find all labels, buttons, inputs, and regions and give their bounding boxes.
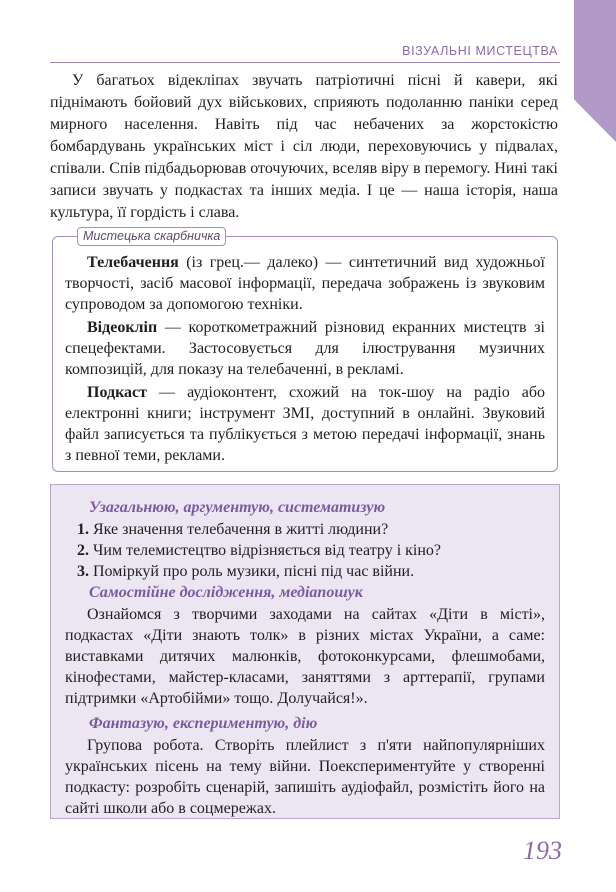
section-title: ВІЗУАЛЬНІ МИСТЕЦТВА (402, 44, 558, 58)
page-number: 193 (523, 836, 562, 865)
definition-term: Відеокліп (87, 319, 158, 336)
treasury-body (65, 252, 545, 468)
question-item (77, 540, 545, 561)
question-number: 3. (77, 563, 89, 580)
section-corner-tab (574, 0, 616, 142)
summary-heading: Узагальнюю, аргументую, систематизую (89, 499, 386, 516)
definition-paragraph (65, 252, 545, 315)
intro-paragraph: У багатьох відекліпах звучать патріотичні пісні й кавери, які піднімають бойовий дух військових, сприяють подоланню паніки серед мирного населення. Навіть під час небачених за жорстокістю бомбардувань українських міст і сіл люди, переховуючись у підвалах, співали. Спів підбадьорював оточуючих, вселяв віру в перемогу. Нині такі записи звучать у подкастах та інших медіа. І це — наша історія, наша культура, її гордість і слава. (50, 72, 558, 221)
treasury-label: Мистецька скарбничка (77, 227, 226, 246)
research-text: Ознайомся з творчими заходами на сайтах «Діти в місті», подкастах «Діти знають толк» в різних містах України, а саме: виставками дитячих малюнків, фотоконкурсами, флешмобами, кінофестами, майстер-класами, заняттями з арттерапії, групами підтримки «Артобійми» тощо. Долучайся!». (65, 606, 545, 707)
intro-section (50, 70, 558, 224)
definition-term: Подкаст (87, 384, 148, 401)
header-divider (50, 62, 560, 63)
project-text: Групова робота. Створіть плейлист з п'яти найпопулярніших українських пісень на тему війни. Поекспериментуйте у створенні подкасту: розробіть сценарій, запишіть аудіофайл, розмістіть його на сайті школи або в соцмережах. (65, 737, 545, 817)
definition-paragraph (65, 317, 545, 380)
question-item (77, 561, 545, 582)
art-treasury-box (52, 229, 558, 472)
definition-text: — короткометражний різновид екранних мистецтв зі спецефектами. Застосовується для ілюстрування музичних композицій, для показу на телебаченні, в рекламі. (65, 319, 545, 378)
tasks-body (65, 497, 545, 819)
question-text: Поміркуй про роль музики, пісні під час війни. (89, 563, 415, 580)
definition-text: (із грец.— далеко) — синтетичний вид художньої творчості, засіб масової інформації, передача зображень із звуковим супроводом за допомогою техніки. (65, 254, 545, 313)
definition-term: Телебачення (87, 254, 179, 271)
definition-paragraph (65, 382, 545, 466)
tasks-box (50, 484, 560, 819)
question-number: 1. (77, 521, 89, 538)
definition-text: — аудіоконтент, схожий на ток-шоу на радіо або електронні книги; інструмент ЗМІ, доступний в онлайні. Звуковий файл записується та публікується з метою передачі інформації, знань з певної теми, реклами. (65, 384, 545, 464)
question-text: Яке значення телебачення в житті людини? (89, 521, 389, 538)
question-item (77, 519, 545, 540)
research-heading: Самостійне дослідження, медіапошук (89, 584, 363, 601)
question-text: Чим телемистецтво відрізняється від театру і кіно? (89, 542, 442, 559)
question-number: 2. (77, 542, 89, 559)
project-heading: Фантазую, експериментую, дію (89, 715, 318, 732)
